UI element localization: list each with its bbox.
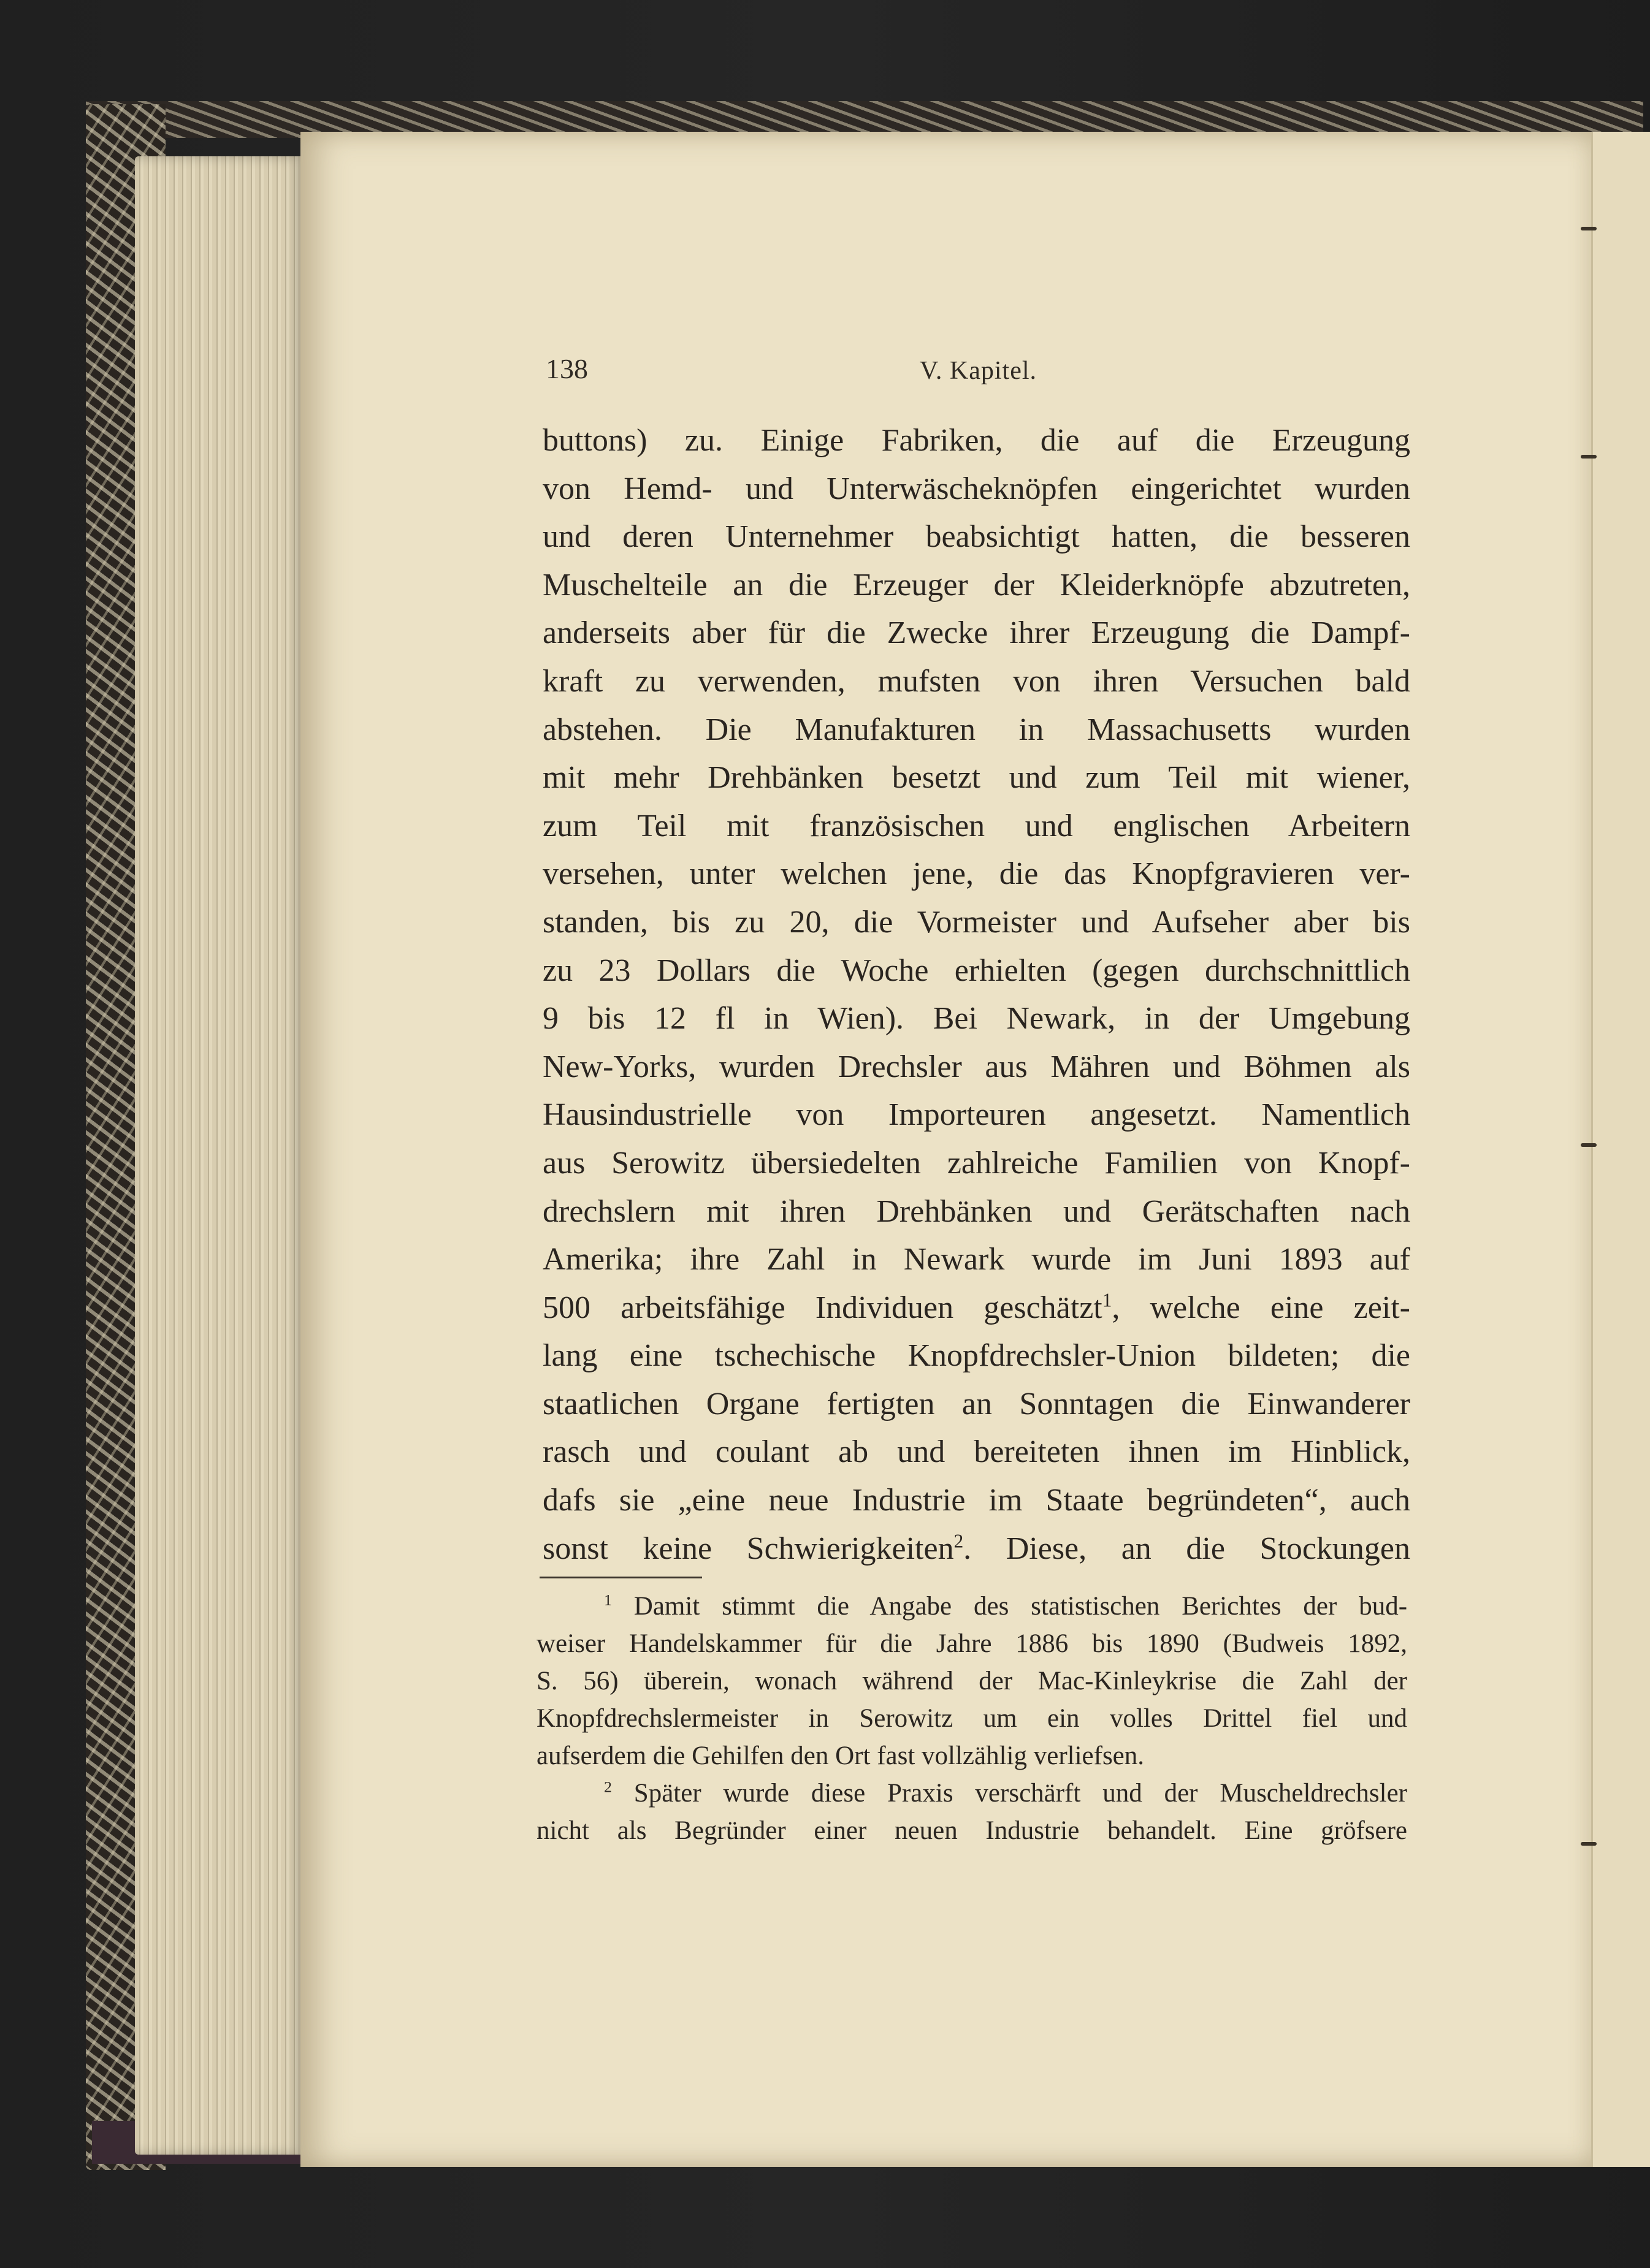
page-tab-mark bbox=[1581, 1143, 1597, 1147]
footnote-1-line: aufserdem die Gehilfen den Ort fast vollzählig verliefsen. bbox=[537, 1741, 1145, 1770]
page-edges bbox=[135, 156, 304, 2155]
text-line: dafs sie „eine neue Industrie im Staate begründeten“, auch bbox=[543, 1483, 1410, 1518]
page-tab-mark bbox=[1581, 1842, 1597, 1846]
footnote-2-line: nicht als Begründer einer neuen Industrie behandelt. Eine gröfsere bbox=[537, 1816, 1407, 1845]
text-line: New-Yorks, wurden Drechsler aus Mähren und Böhmen als bbox=[543, 1049, 1410, 1084]
footnote-separator bbox=[540, 1577, 702, 1578]
text-line: aus Serowitz übersiedelten zahlreiche Familien von Knopf- bbox=[543, 1145, 1410, 1181]
page-tab-mark bbox=[1581, 455, 1597, 459]
text-line: lang eine tschechische Knopfdrechsler-Union bildeten; die bbox=[543, 1338, 1410, 1374]
page-tab-mark bbox=[1581, 227, 1597, 230]
text-line: von Hemd- und Unterwäscheknöpfen eingerichtet wurden bbox=[543, 471, 1410, 506]
running-header bbox=[546, 352, 1404, 395]
text-line: versehen, unter welchen jene, die das Knopfgravieren ver- bbox=[543, 856, 1410, 892]
body-text bbox=[543, 417, 1410, 1573]
text-line: Amerika; ihre Zahl in Newark wurde im Juni 1893 auf bbox=[543, 1242, 1410, 1277]
footnote-ref-1: 1 bbox=[1102, 1288, 1112, 1311]
text-segment: Damit stimmt die Angabe des statistischen Berichtes der bud- bbox=[633, 1592, 1408, 1621]
footnote-2-mark: 2 bbox=[604, 1778, 612, 1796]
text-line: drechslern mit ihren Drehbänken und Gerätschaften nach bbox=[543, 1193, 1410, 1229]
text-line: mit mehr Drehbänken besetzt und zum Teil mit wiener, bbox=[543, 760, 1410, 796]
page-number: 138 bbox=[546, 353, 588, 384]
text-line-with-footnote-ref bbox=[543, 1525, 1410, 1574]
footnote-1-line: Knopfdrechslermeister in Serowitz um ein volles Drittel fiel und bbox=[537, 1704, 1407, 1733]
footnote-1-line: S. 56) überein, wonach während der Mac-Kinleykrise die Zahl der bbox=[537, 1667, 1407, 1695]
text-line: standen, bis zu 20, die Vormeister und Aufseher aber bis bbox=[543, 904, 1410, 940]
text-segment: 500 arbeitsfähige Individuen geschätzt bbox=[543, 1290, 1102, 1325]
text-line: abstehen. Die Manufakturen in Massachusetts wurden bbox=[543, 712, 1410, 747]
text-line: zu 23 Dollars die Woche erhielten (gegen durchschnittlich bbox=[543, 953, 1410, 988]
text-line: und deren Unternehmer beabsichtigt hatten, die besseren bbox=[543, 519, 1410, 555]
text-segment: , welche eine zeit- bbox=[1112, 1290, 1411, 1325]
text-line: zum Teil mit französischen und englischen Arbeitern bbox=[543, 808, 1410, 843]
text-segment: sonst keine Schwierigkeiten bbox=[543, 1531, 954, 1566]
next-page-edge bbox=[1591, 132, 1650, 2167]
text-line: anderseits aber für die Zwecke ihrer Erzeugung die Dampf- bbox=[543, 615, 1410, 651]
footnote-1-line bbox=[537, 1588, 1407, 1625]
text-line: kraft zu verwenden, mufsten von ihren Versuchen bald bbox=[543, 663, 1410, 699]
text-line: rasch und coulant ab und bereiteten ihnen im Hinblick, bbox=[543, 1434, 1410, 1470]
text-line: 9 bis 12 fl in Wien). Bei Newark, in der Umgebung bbox=[543, 1001, 1410, 1037]
text-segment: . Diese, an die Stockungen bbox=[963, 1531, 1410, 1566]
text-line: Hausindustrielle von Importeuren angesetzt. Namentlich bbox=[543, 1097, 1410, 1133]
footnote-ref-2: 2 bbox=[953, 1529, 964, 1551]
text-line: buttons) zu. Einige Fabriken, die auf die Erzeugung bbox=[543, 423, 1410, 458]
footnote-1-line: weiser Handelskammer für die Jahre 1886 bis 1890 (Budweis 1892, bbox=[537, 1629, 1407, 1658]
text-line: Muschelteile an die Erzeuger der Kleiderknöpfe abzutreten, bbox=[543, 567, 1410, 603]
text-line: staatlichen Organe fertigten an Sonntagen die Einwanderer bbox=[543, 1386, 1410, 1421]
text-segment: Später wurde diese Praxis verschärft und der Muscheldrechsler bbox=[633, 1779, 1408, 1808]
text-line-with-footnote-ref bbox=[543, 1284, 1410, 1333]
footnote-1-mark: 1 bbox=[604, 1591, 612, 1609]
footnote-2-line bbox=[537, 1775, 1407, 1812]
chapter-title: V. Kapitel. bbox=[920, 357, 1037, 385]
footnotes bbox=[537, 1588, 1407, 1849]
